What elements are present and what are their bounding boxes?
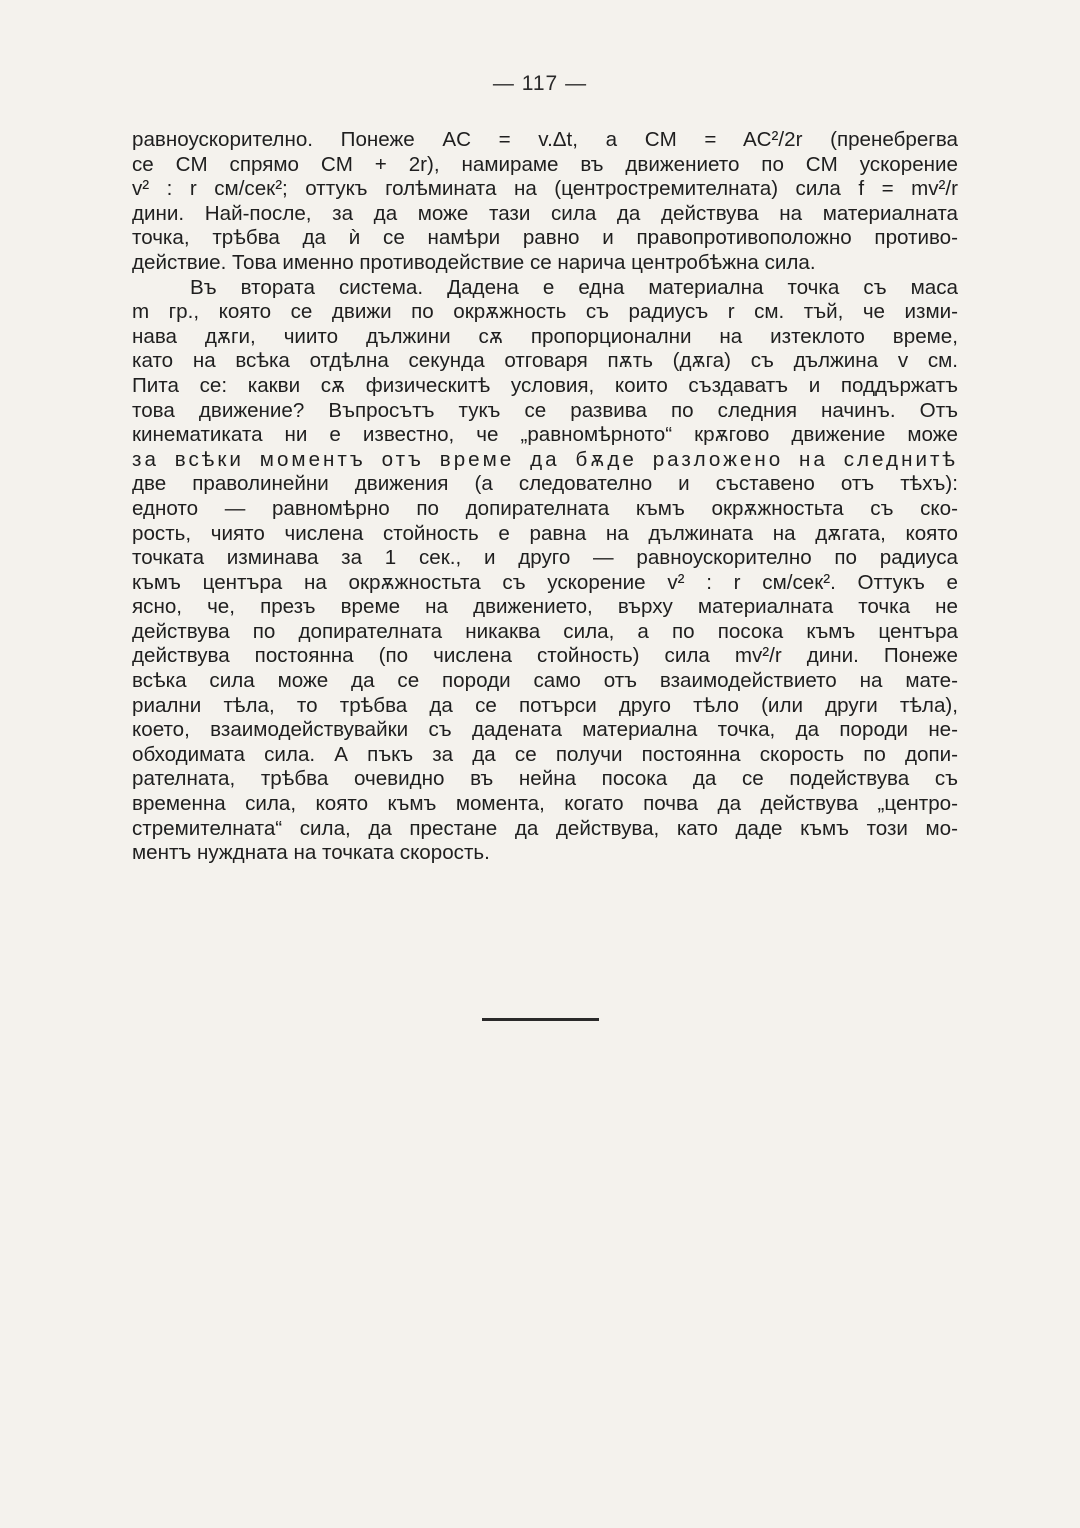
text-line: за всѣки моментъ отъ време да бѫде разложено на следнитѣ bbox=[132, 447, 958, 471]
text-line: Пита се: какви сѫ физическитѣ условия, които създаватъ и поддържатъ bbox=[132, 373, 958, 397]
text-line: временна сила, която къмъ момента, когато почва да действува „центро- bbox=[132, 792, 958, 816]
text-line: ментъ нуждната на точката скорость. bbox=[132, 841, 490, 865]
text-line: точката изминава за 1 сек., и друго — равноускорително по радиуса bbox=[132, 546, 958, 570]
text-line: което, взаимодействувайки съ дадената материална точка, да породи не- bbox=[132, 718, 958, 742]
text-line: кинематиката ни е известно, че „равномѣрното“ крѫгово движение може bbox=[132, 423, 958, 447]
text-line: нава дѫги, чиито дължини сѫ пропорционални на изтеклото време, bbox=[132, 324, 958, 348]
text-line: точка, трѣбва да ѝ се намѣри равно и правопротивоположно противо- bbox=[132, 226, 958, 250]
text-line: рателната, трѣбва очевидно въ нейна посока да се подействува съ bbox=[132, 767, 958, 791]
text-line: действува постоянна (по числена стойность) сила mv²/r дини. Понеже bbox=[132, 644, 958, 668]
text-line: рость, чиято числена стойность е равна на дължината на дѫгата, която bbox=[132, 521, 958, 545]
text-line: ясно, че, презъ време на движението, върху материалната точка не bbox=[132, 595, 958, 619]
text-line: действие. Това именно противодействие се нарича центробѣжна сила. bbox=[132, 250, 816, 274]
text-line: действува по допирателната никаква сила, а по посока къмъ центъра bbox=[132, 619, 958, 643]
text-line: две праволинейни движения (а следователно и съставено отъ тѣхъ): bbox=[132, 472, 958, 496]
page-number: — 117 — bbox=[492, 72, 588, 95]
text-line: дини. Най-после, за да може тази сила да действува на материалната bbox=[132, 201, 958, 225]
text-line: обходимата сила. А пъкъ за да се получи постоянна скорость по допи- bbox=[132, 742, 958, 766]
section-end-rule bbox=[482, 1018, 599, 1021]
text-line: равноускорително. Понеже AC = v.Δt, a CM = AC²/2r (пренебрегва bbox=[132, 128, 958, 151]
text-line: всѣка сила може да се породи само отъ взаимодействието на мате- bbox=[132, 669, 958, 693]
text-line: това движение? Въпросътъ тукъ се развива по следния начинъ. Отъ bbox=[132, 398, 958, 422]
paragraph-start-line: Въ втората система. Дадена е една материална точка съ маса bbox=[190, 275, 958, 299]
body-text bbox=[132, 128, 958, 866]
text-line: стремителната“ сила, да престане да действува, като даде къмъ този мо- bbox=[132, 816, 958, 840]
text-line: едното — равномѣрно по допирателната къмъ окрѫжностьта съ ско- bbox=[132, 496, 958, 520]
text-line: къмъ центъра на окрѫжностьта съ ускорение v² : r см/сек². Оттукъ е bbox=[132, 570, 958, 594]
text-line: риални тѣла, то трѣбва да се потърси друго тѣло (или други тѣла), bbox=[132, 693, 958, 717]
text-line: като на всѣка отдѣлна секунда отговаря пѫть (дѫга) съ дължина v см. bbox=[132, 349, 958, 373]
text-line: v² : r см/сек²; оттукъ голѣмината на (центростремителната) сила f = mv²/r bbox=[132, 177, 958, 201]
text-line: се CM спрямо CM + 2r), намираме въ движението по CM ускорение bbox=[132, 152, 958, 176]
text-line: m гр., която се движи по окрѫжность съ радиусъ r см. тъй, че изми- bbox=[132, 300, 958, 324]
